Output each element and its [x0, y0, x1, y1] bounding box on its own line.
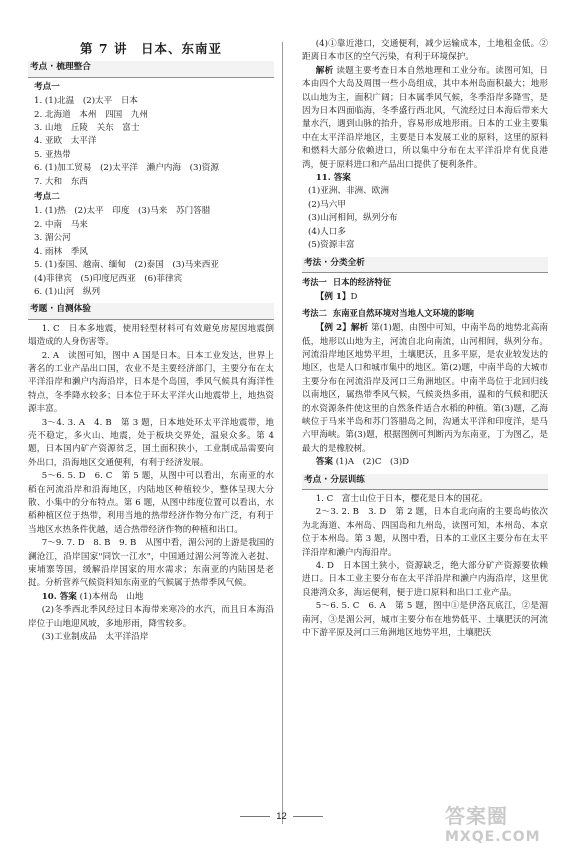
- q11-label: 11. 答案: [315, 173, 351, 184]
- q11-answer: [302, 172, 548, 185]
- answer-item: (5)资源丰富: [308, 240, 355, 251]
- page-number-dash-right: [293, 816, 323, 817]
- review-item: 4. 雨林 季风: [34, 246, 88, 257]
- answer-item: (2)马六甲: [308, 199, 346, 210]
- watermark-line2: MXQE.COM: [445, 829, 541, 845]
- method2-header: [302, 307, 548, 320]
- example1: [302, 291, 548, 304]
- example2-answer-text: (1)A (2)C (3)D: [335, 457, 410, 468]
- example1-answer: D: [350, 292, 358, 303]
- answer-item: (3)山河相间，纵列分布: [308, 213, 398, 224]
- answer-paragraph: 2～3. 2. B 3. D 第 2 题，日本自北向南的主要岛屿依次为北海道、本州岛、四国岛和九州岛，读图可知，本州岛、本京位于本州岛。第 3 题，从图中看，日本的工业区主要分布在太平洋沿岸和濑户内海沿岸。: [302, 507, 548, 558]
- review-item: 6. (1)山河 纵列: [34, 286, 101, 297]
- analysis-label: 解析: [315, 65, 334, 76]
- point1-list: [28, 95, 274, 189]
- method2-tag: 考法二: [302, 307, 327, 318]
- review-item: 2. 中南 马来: [34, 219, 88, 230]
- review-item: 1. (1)热 (2)太平 印度 (3)马来 苏门答腊: [34, 206, 211, 217]
- example1-label: 【例 1】: [315, 292, 351, 303]
- review-item: 3. 山地 丘陵 关东 富士: [34, 123, 140, 134]
- lesson-title: 第 7 讲 日本、东南亚: [80, 41, 222, 56]
- method1-header: [302, 276, 548, 289]
- answer-paragraph: (3)工业制成品 太平洋沿岸: [41, 632, 149, 643]
- left-column: [28, 38, 274, 644]
- review-item: 3. 湄公河: [34, 233, 71, 244]
- answer-paragraph: 2. A 读图可知，图中 A 国是日本。日本工业发达，世界上著名的工业产品出口国，农业不是主要经济部门，主要分布在太平洋沿岸和濑户内海沿岸，日本是个岛国，季风气候具有海洋性特点，冬季降水较多；日本位于环太平洋火山地震带上，地热资源丰富。: [28, 350, 274, 415]
- q10-label: 10. 答案: [41, 591, 77, 602]
- example2-answer: [302, 456, 548, 469]
- method1-title: 日本的经济特征: [332, 276, 391, 287]
- point2-list: [28, 205, 274, 299]
- answer-item: (4)人口多: [308, 226, 346, 237]
- column-divider: [282, 42, 283, 824]
- watermark-logo: [445, 800, 555, 846]
- training-answers: [302, 493, 548, 640]
- example2-label: 【例 2】解析: [315, 323, 369, 334]
- answer-paragraph: (4)①靠近港口，交通便利，减少运输成本，土地租金低。②距离日本市区的空气污染，有利于环境保护。: [302, 39, 548, 63]
- selftest-answers: [28, 323, 274, 591]
- right-column: [302, 38, 548, 640]
- method1-tag: 考法一: [302, 276, 327, 287]
- method2-title: 东南亚自然环境对当地人文环境的影响: [332, 307, 474, 318]
- page-number-text: 12: [276, 811, 287, 822]
- section-header-review: 考点 · 梳理整合: [28, 61, 274, 77]
- review-item: (4)菲律宾 (5)印度尼西亚 (6)菲律宾: [34, 273, 183, 284]
- q10-continued: [28, 604, 274, 644]
- analysis-text: 读题主要考查日本自然地理和工业分布。读图可知，日本由四个大岛及周围一些小岛组成，其中本州岛面积最大；地形以山地为主，面积广阔；日本属季风气候，冬季沿岸多降雪，是因为日本四面临海，冬季盛行西北风，气流经过日本海后带来大量水汽，遇到山脉的抬升，容易形成地形雨。日本的工业主要集中在太平洋沿岸地区，主要是日本发展工业的原料，这里的原料和燃料大部分依赖进口，所以集中分布在太平洋沿岸有优良港湾，便于原料进口和产品出口提供了便利条件。: [302, 65, 548, 170]
- watermark-line1: 答案圈: [445, 804, 508, 828]
- page-number-dash-left: [240, 816, 270, 817]
- answer-paragraph: 7～9. 7. D 8. B 9. B 从图中看，湄公河的上游是我国的澜沧江，沿岸国家"同饮一江水"，中国通过湄公河等流入老挝、柬埔寨等国，缓解沿岸国家的用水需求；东南亚的内陆国是老挝。分析营养气候资料知东南亚的气候属于热带季风气候。: [28, 538, 274, 589]
- answer-item: (1)亚洲、非洲、欧洲: [308, 186, 389, 197]
- point1-title: 考点一: [34, 81, 60, 92]
- analysis-paragraph: [302, 65, 548, 172]
- review-item: 5. (1)泰国、越南、缅甸 (2)泰国 (3)马来西亚: [34, 260, 219, 271]
- answer-paragraph: 5～6. 5. C 6. A 第 5 题，图中①是伊洛瓦底江，②是湄南河，③是湄公河，城市主要分布在地势低平、土壤肥沃的河流中下游平原及河口三角洲地区地势平坦，土壤肥沃: [302, 601, 548, 639]
- review-item: 1. (1)北温 (2)太平 日本: [34, 96, 139, 107]
- review-item: 2. 北海道 本州 四国 九州: [34, 109, 149, 120]
- answer-paragraph: 1. C 日本多地震，使用轻型材料可有效避免房屋因地震倒塌造成的人身伤害等。: [28, 323, 274, 348]
- q10-answer: [28, 591, 274, 604]
- answer-paragraph: 5～6. 5. D 6. C 第 5 题，从图中可以看出，东南亚的水稻在河流沿岸和沿海地区，内陆地区种植较少，整体呈现大分散、小集中的分布特点。第 6 题，从图中纬度位置可以看出，水稻种植区位于热带，利用当地的热带经济作物分布广泛，有利于当地区水热条件优越，适合热带经济作物的种植和出口。: [28, 471, 274, 535]
- review-item: 5. 亚热带: [34, 149, 71, 160]
- answer-paragraph: 3～4. 3. A 4. B 第 3 题，日本地处环太平洋地震带，地壳不稳定，多火山、地震，处于板块交界处，温泉众多。第 4 题，日本国内矿产资源贫乏，国土面积狭小，工业制成品需要向外出口，沿海地区交通便利，有利于经济发展。: [28, 417, 274, 468]
- q10-answer-text: (1)本州岛 山地: [79, 591, 144, 602]
- answer-paragraph: 1. C 富士山位于日本，樱花是日本的国花。: [315, 494, 488, 504]
- review-item: 4. 亚欧 太平洋: [34, 136, 97, 147]
- section-header-selftest: 考题 · 自测体验: [28, 303, 274, 319]
- review-item: 6. (1)加工贸易 (2)太平洋 濑户内海 (3)资源: [34, 163, 219, 174]
- example2-text: 第(1)题，由图中可知，中南半岛的地势北高南低，地形以山地为主，河流自北向南流，山河相间，纵列分布。河流沿岸地区地势平坦，土壤肥沃，且多平原，是农业较发达的地区，也是人口和城市集中的地区。第(2)题，中南半岛的大城市主要分布在河流沿岸及河口三角洲地区。中南半岛位于北回归线以南地区，属热带季风气候，气候炎热多雨，温和的气候和肥沃的水资源条件使这里的自然条件适合水稻的种植。第(3)题，乙海峡位于马来半岛和苏门答腊岛之间，沟通太平洋和印度洋，是马六甲海峡。第(3)题，根据图例可判断丙为东南亚，丁为图乙，是最大的是橡胶树。: [302, 323, 548, 454]
- point2-title: 考点二: [34, 192, 60, 203]
- section-header-methods: 考法 · 分类全析: [302, 257, 548, 273]
- section-header-training: 考点 · 分层训练: [302, 474, 548, 490]
- right-top-paragraphs: [302, 38, 548, 65]
- review-item: 7. 大和 东西: [34, 176, 88, 187]
- answer-paragraph: 4. D 日本国土狭小，资源缺乏，绝大部分矿产资源要依赖进口。日本工业主要分布在太平洋沿岸和濑户内海沿岸，这里优良港湾众多，海运便利，便于进口原料和出口工业产品。: [302, 561, 548, 598]
- q11-list: [302, 185, 548, 252]
- example2: [302, 322, 548, 456]
- answer-paragraph: (2)冬季西北季风经过日本海带来寒冷的水汽，而且日本海沿岸位于山地迎风坡，多地形雨，降雪较多。: [28, 605, 274, 629]
- example2-answer-label: 答案: [315, 457, 333, 468]
